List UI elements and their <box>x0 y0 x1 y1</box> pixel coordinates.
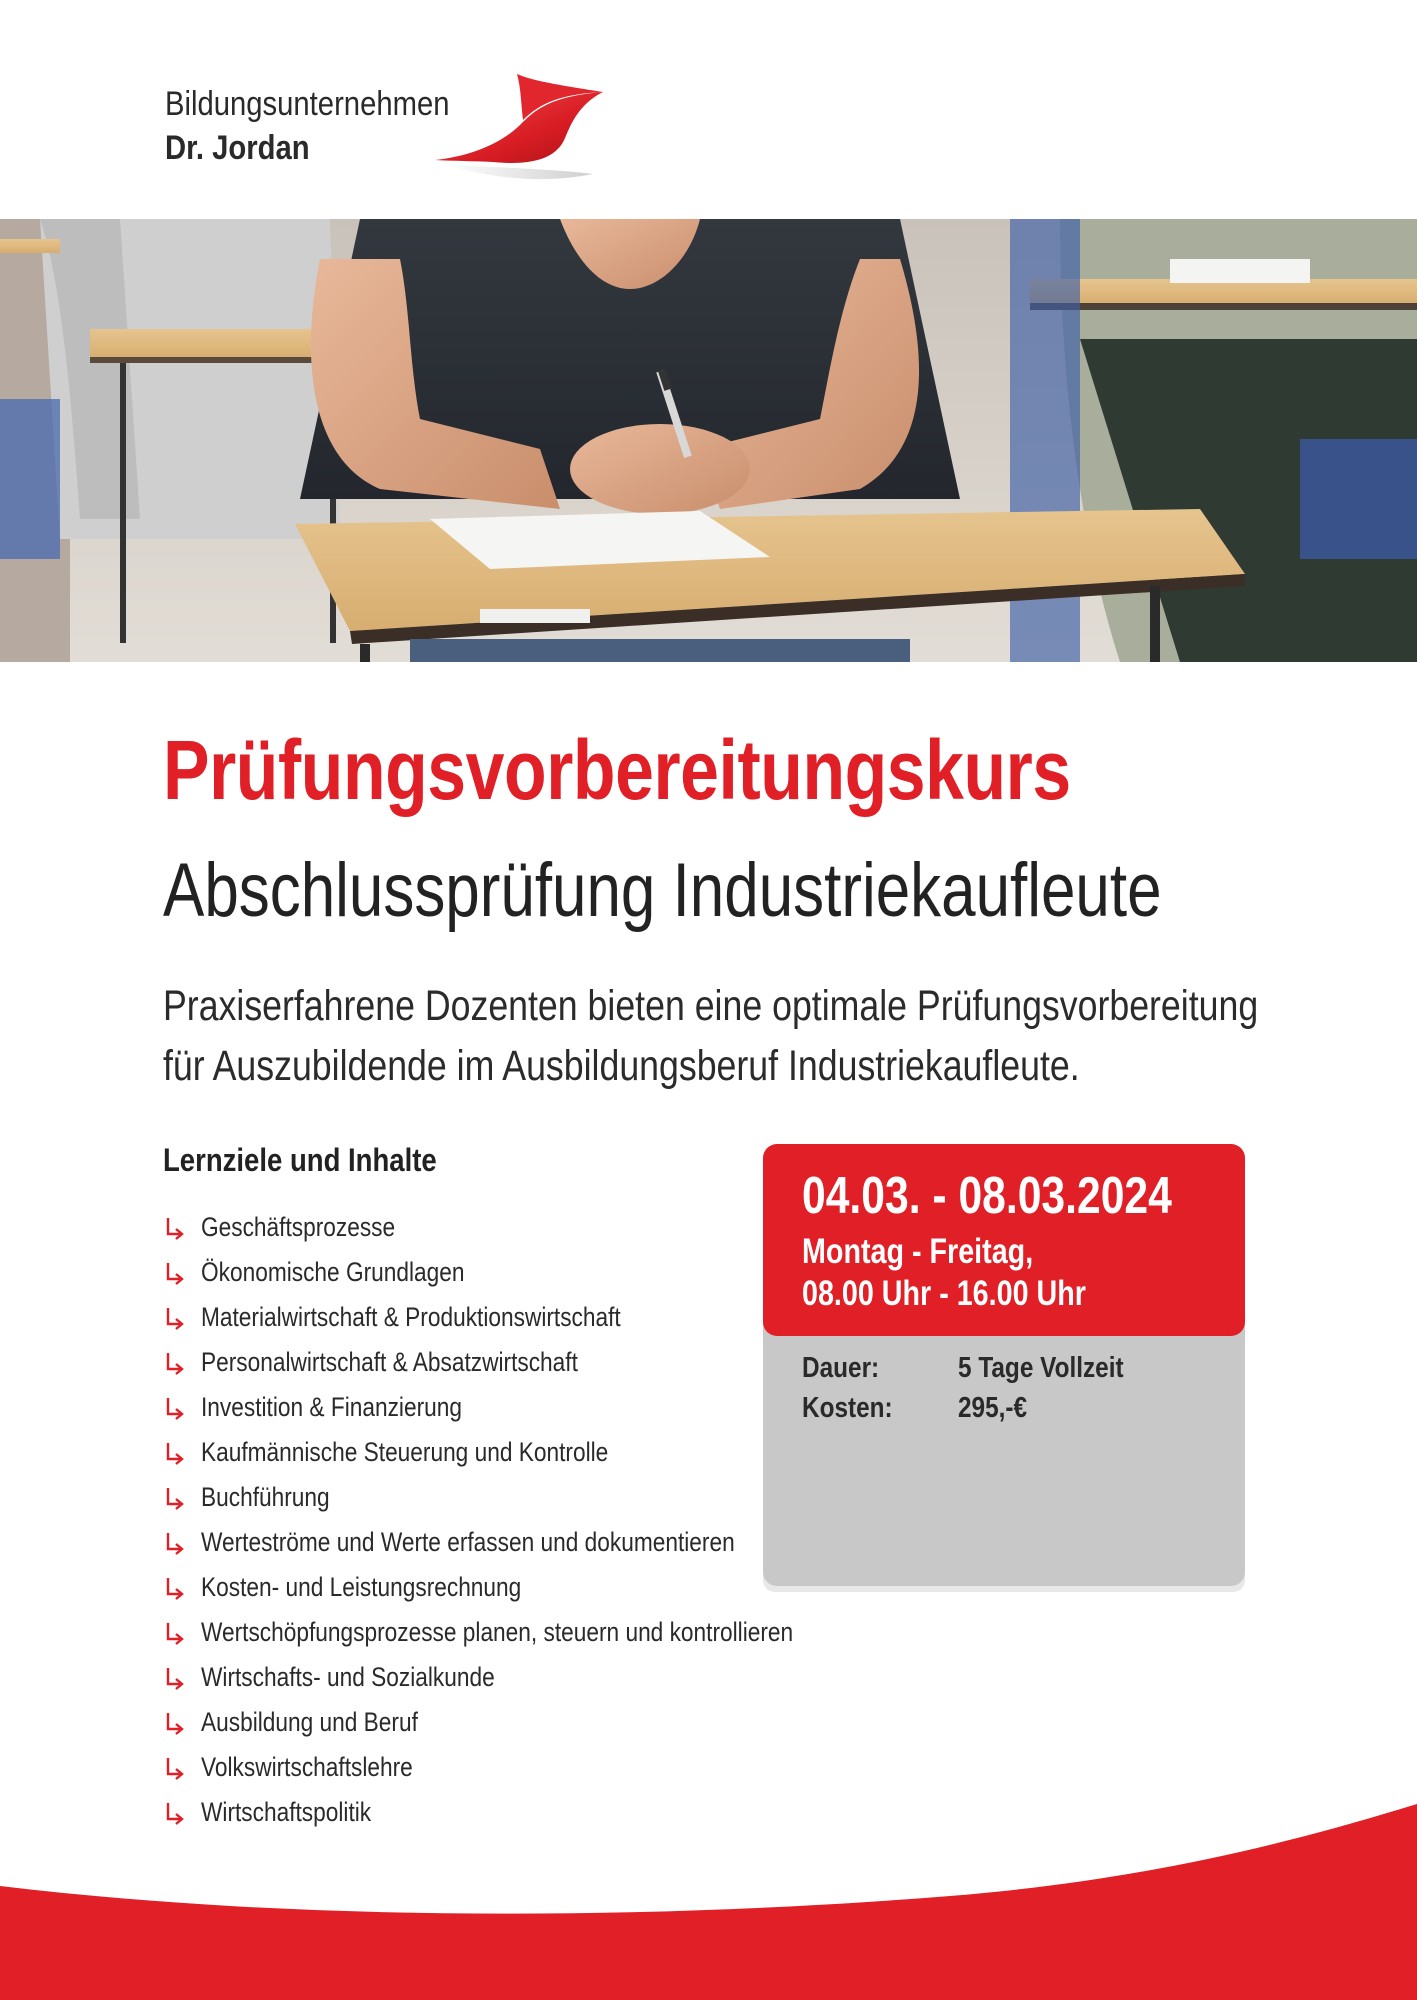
red-swoosh-logo-icon <box>433 72 605 184</box>
list-item-label: Kaufmännische Steuerung und Kontrolle <box>201 1437 609 1467</box>
list-item-label: Materialwirtschaft & Produktionswirtschaft <box>201 1302 621 1332</box>
arrow-down-right-icon <box>165 1397 185 1421</box>
arrow-down-right-icon <box>165 1352 185 1376</box>
brand-name-line2: Dr. Jordan <box>165 129 310 167</box>
red-wave-footer <box>0 1800 1417 2000</box>
arrow-down-right-icon <box>165 1577 185 1601</box>
list-item-label: Volkswirtschaftslehre <box>201 1752 413 1782</box>
intro-line-2: für Auszubildende im Ausbildungsberuf Industriekaufleute. <box>163 1042 1080 1090</box>
list-item-label: Personalwirtschaft & Absatzwirtschaft <box>201 1347 578 1377</box>
intro-line-1: Praxiserfahrene Dozenten bieten eine optimale Prüfungsvorbereitung <box>163 982 1259 1030</box>
list-item-label: Wirtschaftspolitik <box>201 1797 372 1827</box>
list-item-label: Investition & Finanzierung <box>201 1392 462 1422</box>
arrow-down-right-icon <box>165 1622 185 1646</box>
course-days: Montag - Freitag, <box>802 1232 1034 1271</box>
list-item-label: Ökonomische Grundlagen <box>201 1257 465 1287</box>
list-item-label: Buchführung <box>201 1482 330 1512</box>
details-panel <box>763 1316 1245 1586</box>
page-title: Prüfungsvorbereitungskurs <box>163 723 1071 817</box>
list-item-label: Ausbildung und Beruf <box>201 1707 418 1737</box>
list-item-label: Wirtschafts- und Sozialkunde <box>201 1662 495 1692</box>
page-subtitle: Abschlussprüfung Industriekaufleute <box>163 848 1162 933</box>
arrow-down-right-icon <box>165 1667 185 1691</box>
arrow-down-right-icon <box>165 1217 185 1241</box>
students-writing-exam-photo <box>0 219 1417 662</box>
brand-name-line1: Bildungsunternehmen <box>165 85 450 123</box>
schedule-panel <box>763 1144 1245 1336</box>
course-hours: 08.00 Uhr - 16.00 Uhr <box>802 1274 1086 1313</box>
course-dates: 04.03. - 08.03.2024 <box>802 1167 1172 1225</box>
arrow-down-right-icon <box>165 1442 185 1466</box>
arrow-down-right-icon <box>165 1262 185 1286</box>
list-item-label: Wertschöpfungsprozesse planen, steuern und kontrollieren <box>201 1617 794 1647</box>
arrow-down-right-icon <box>165 1532 185 1556</box>
brand-logo <box>165 84 615 194</box>
list-item-label: Werteströme und Werte erfassen und dokumentieren <box>201 1527 735 1557</box>
arrow-down-right-icon <box>165 1757 185 1781</box>
arrow-down-right-icon <box>165 1487 185 1511</box>
list-item-label: Geschäftsprozesse <box>201 1212 396 1242</box>
list-item-label: Kosten- und Leistungsrechnung <box>201 1572 522 1602</box>
arrow-down-right-icon <box>165 1712 185 1736</box>
intro-paragraph <box>163 976 1259 1096</box>
cost-label: Kosten: <box>802 1392 893 1424</box>
cost-value: 295,-€ <box>958 1392 1028 1424</box>
duration-value: 5 Tage Vollzeit <box>958 1352 1124 1384</box>
arrow-down-right-icon <box>165 1307 185 1331</box>
contents-heading: Lernziele und Inhalte <box>163 1142 437 1178</box>
course-info-box <box>763 1144 1245 1592</box>
duration-label: Dauer: <box>802 1352 880 1384</box>
